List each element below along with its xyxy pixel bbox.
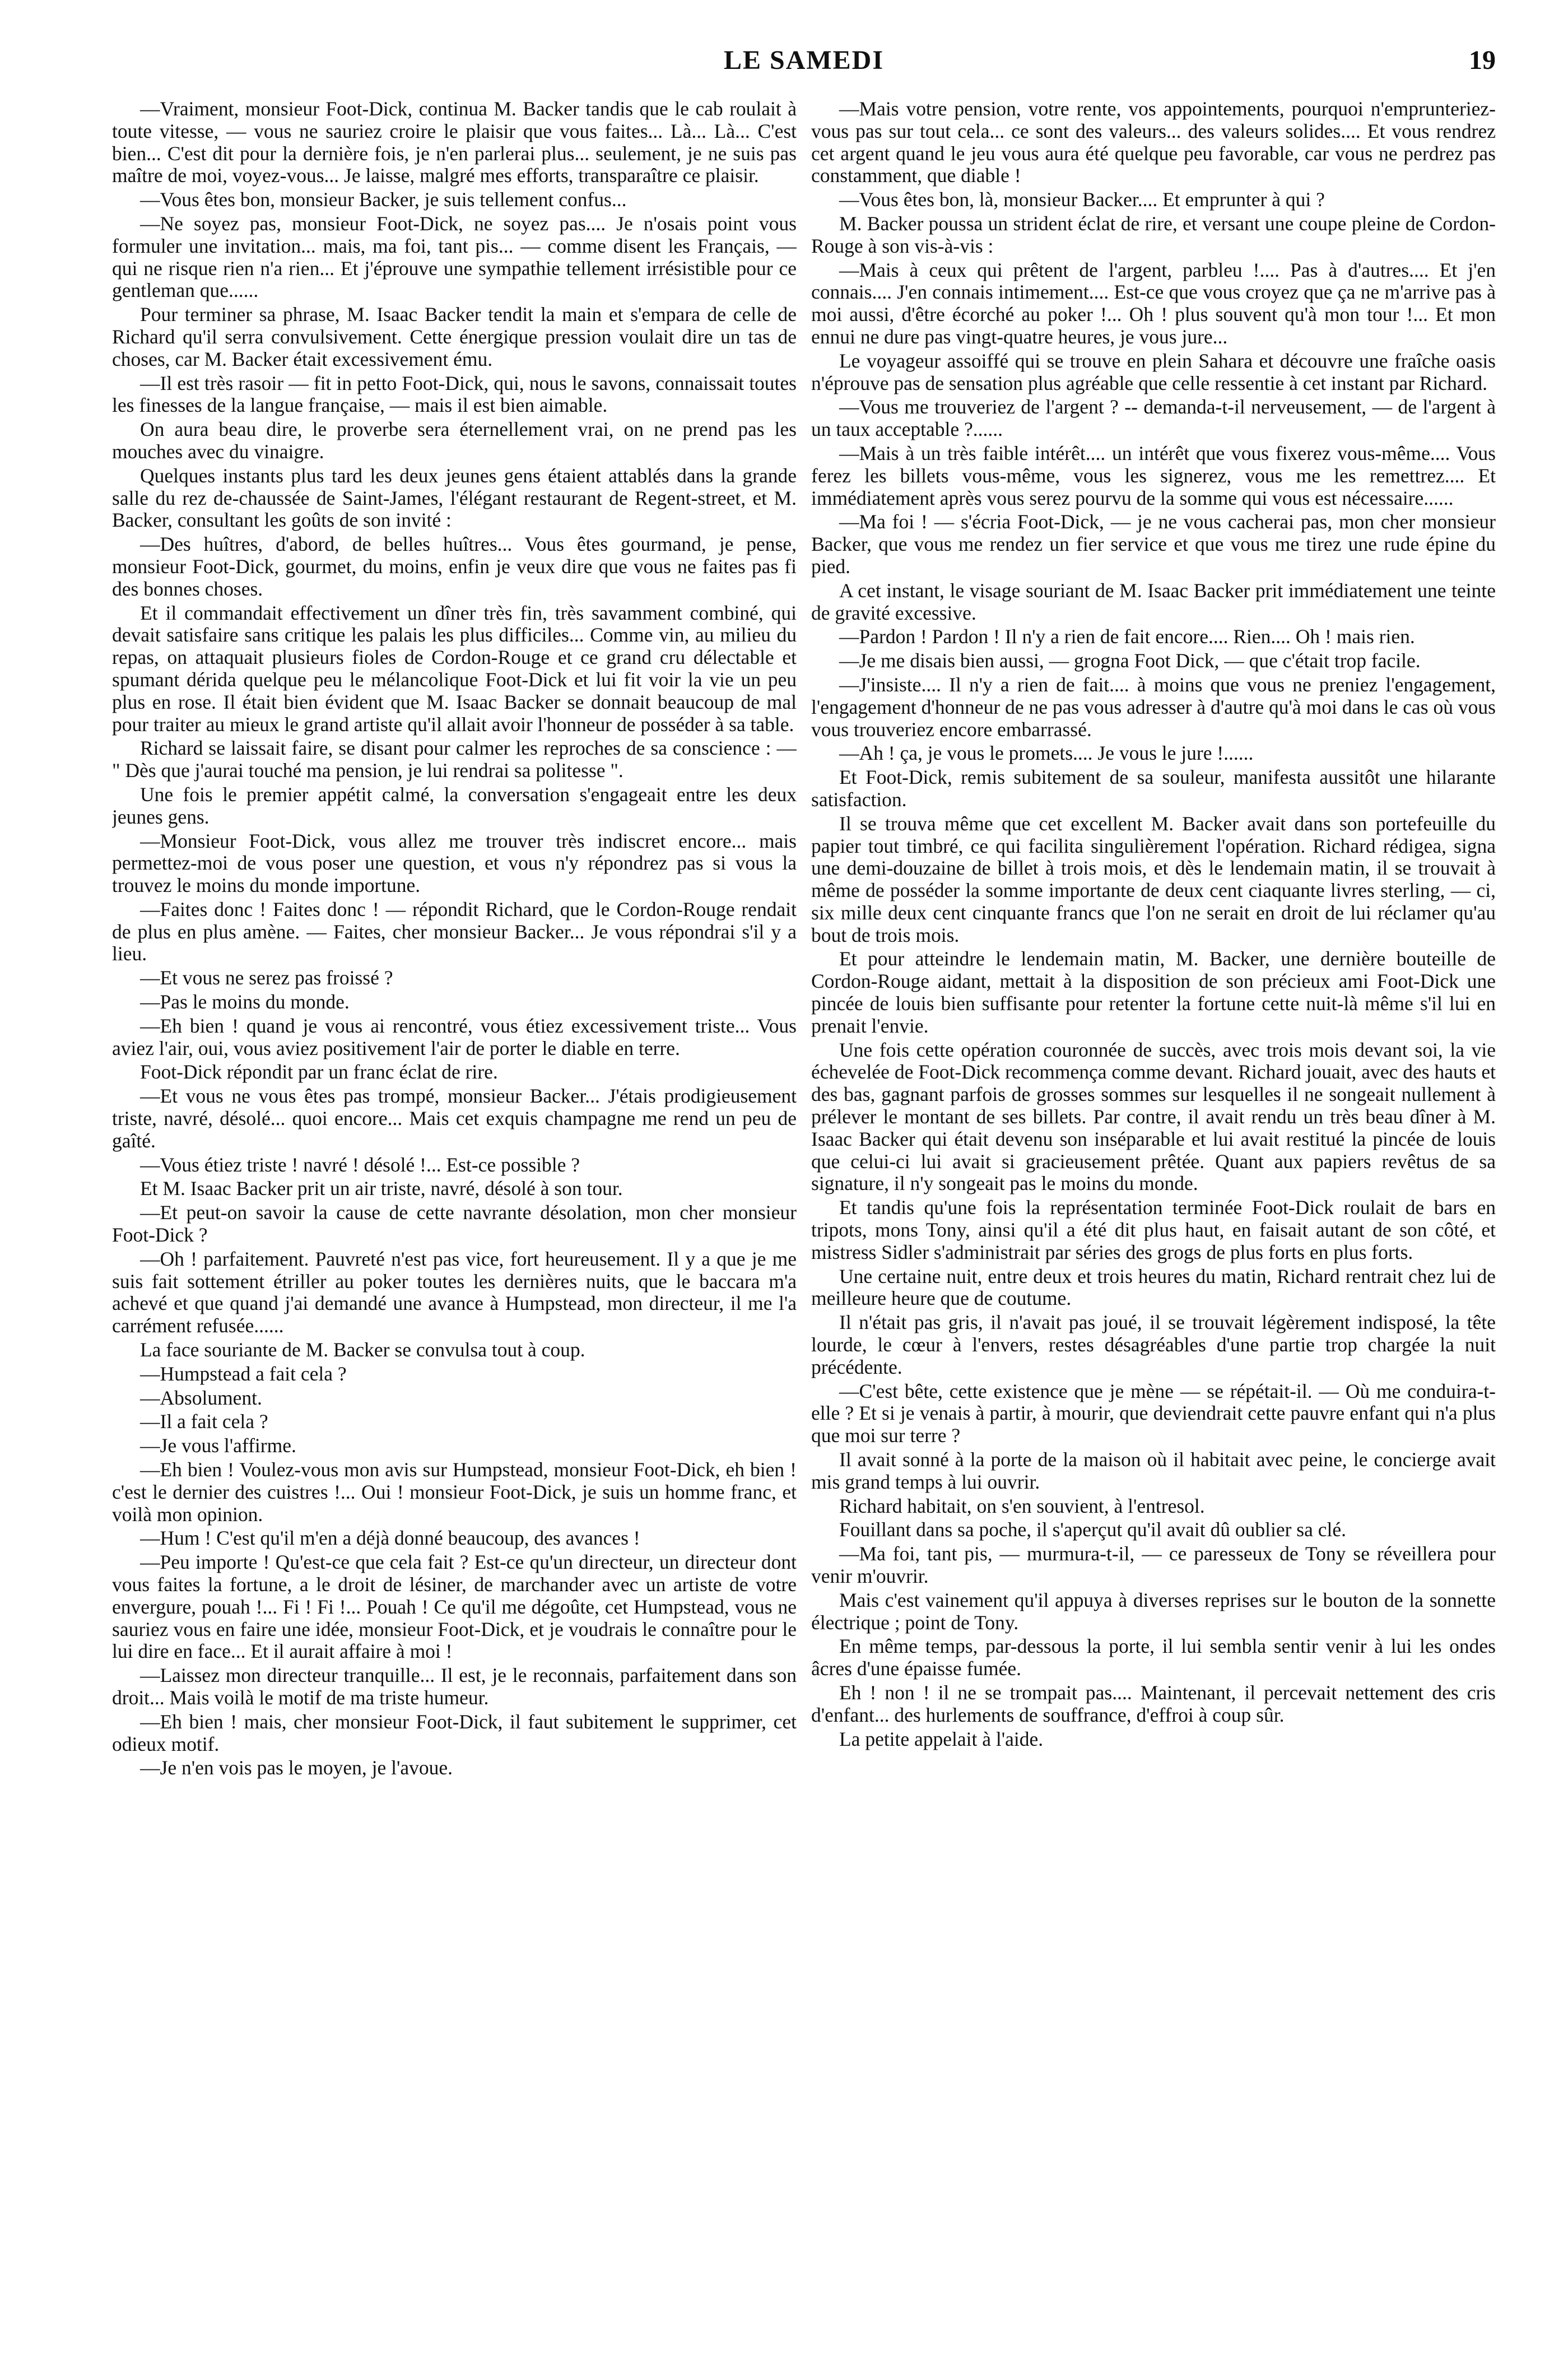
paragraph: Et tandis qu'une fois la représentation terminée Foot-Dick roulait de bars en tripots, mons Tony, ainsi qu'il a été dit plus haut, en faisait autant de son côté, et mistress Sidler s'administrait par séries des grogs de plus forts en plus forts. [811,1196,1496,1263]
paragraph: —Ne soyez pas, monsieur Foot-Dick, ne soyez pas.... Je n'osais point vous formuler une invitation... mais, ma foi, tant pis... — comme disent les Français, — qui ne risque rien n'a rien... Et j'éprouve une sympathie tellement irrésistible pour ce gentleman que...... [112,212,797,302]
page-header [112,45,1496,90]
paragraph: —Il a fait cela ? [140,1410,268,1433]
paragraph: Quelques instants plus tard les deux jeunes gens étaient attablés dans la grande salle du rez de-chaussée de Saint-James, l'élégant restaurant de Regent-street, et M. Backer, consultant les goûts de son invité : [112,464,797,532]
paragraph: Richard se laissait faire, se disant pour calmer les reproches de sa conscience : — " Dès que j'aurai touché ma pension, je lui rendrai sa politesse ". [112,737,797,782]
paragraph: Richard habitait, on s'en souvient, à l'entresol. [839,1494,1205,1517]
paragraph: —Je vous l'affirme. [140,1434,296,1457]
paragraph: —Il est très rasoir — fit in petto Foot-Dick, qui, nous le savons, connaissait toutes les finesses de la langue française, — mais il est bien aimable. [112,371,797,417]
paragraph: Et pour atteindre le lendemain matin, M. Backer, une dernière bouteille de Cordon-Rouge aidant, mettait à la disposition de son précieux ami Foot-Dick une pincée de louis bien suffisante pour retenter la fortune cette nuit-là même s'il lui en prenait l'envie. [811,947,1496,1037]
paragraph: —Peu importe ! Qu'est-ce que cela fait ? Est-ce qu'un directeur, un directeur dont vous faites la fortune, a le droit de lésiner, de marchander avec un artiste de votre envergure, pouah !... Fi ! Fi !... Pouah ! Ce qu'il me dégoûte, cet Humpstead, vous ne sauriez vous en faire une idée, monsieur Foot-Dick, et je voudrais le connaître pour le lui dire en face... Et il aurait affaire à moi ! [112,1551,797,1663]
page-number: 19 [1469,45,1496,75]
paragraph: En même temps, par-dessous la porte, il lui sembla sentir venir à lui les ondes âcres d'une épaisse fumée. [811,1635,1496,1680]
paragraph: La face souriante de M. Backer se convulsa tout à coup. [140,1338,585,1361]
paragraph: —Vraiment, monsieur Foot-Dick, continua M. Backer tandis que le cab roulait à toute vitesse, — vous ne sauriez croire le plaisir que vous faites... Là... Là... C'est bien... C'est dit pour la dernière fois, je n'en parlerai plus... seulement, je ne suis pas maître de moi, voyez-vous... Je laisse, malgré mes efforts, transparaître ce plaisir. [112,98,797,187]
paragraph: —Ma foi ! — s'écria Foot-Dick, — je ne vous cacherai pas, mon cher monsieur Backer, que vous me rendez un fier service et que vous me tirez une rude épine du pied. [811,510,1496,578]
paragraph: —Laissez mon directeur tranquille... Il est, je le reconnais, parfaitement dans son droit... Mais voilà le motif de ma triste humeur. [112,1664,797,1709]
paragraph: —Je n'en vois pas le moyen, je l'avoue. [140,1756,453,1779]
paragraph: Fouillant dans sa poche, il s'aperçut qu'il avait dû oublier sa clé. [839,1518,1346,1541]
paragraph: —Faites donc ! Faites donc ! — répondit Richard, que le Cordon-Rouge rendait de plus en plus amène. — Faites, cher monsieur Backer... Je vous répondrai s'il y a lieu. [112,898,797,965]
paragraph: —Des huîtres, d'abord, de belles huîtres... Vous êtes gourmand, je pense, monsieur Foot-Dick, gourmet, du moins, enfin je veux dire que vous ne faites pas fi des bonnes choses. [112,533,797,600]
paragraph: Une fois cette opération couronnée de succès, avec trois mois devant soi, la vie échevelée de Foot-Dick recommença comme devant. Richard jouait, avec des hauts et des bas, gagnant parfois de grosses sommes sur lesquelles il ne songeait nullement à prélever le montant de ses billets. Par contre, il avait rendu un très beau dîner à M. Isaac Backer qui était devenu son inséparable et lui avait restitué la pincée de louis que celui-ci lui avait si gracieusement prêtée. Quant aux papiers revêtus de sa signature, il n'y songeait pas le moins du monde. [811,1038,1496,1195]
paragraph: —Absolument. [140,1386,262,1409]
journal-title: LE SAMEDI [723,45,885,75]
paragraph: —Je me disais bien aussi, — grogna Foot Dick, — que c'était trop facile. [839,649,1421,672]
paragraph: —Vous êtes bon, monsieur Backer, je suis tellement confus... [140,188,627,211]
paragraph: —Hum ! C'est qu'il m'en a déjà donné beaucoup, des avances ! [140,1527,640,1550]
paragraph: M. Backer poussa un strident éclat de rire, et versant une coupe pleine de Cordon-Rouge à son vis-à-vis : [811,212,1496,257]
paragraph: On aura beau dire, le proverbe sera éternellement vrai, on ne prend pas les mouches avec du vinaigre. [112,418,797,463]
paragraph: —Et peut-on savoir la cause de cette navrante désolation, mon cher monsieur Foot-Dick ? [112,1201,797,1247]
paragraph: Il n'était pas gris, il n'avait pas joué, il se trouvait légèrement indisposé, la tête lourde, le cœur à l'envers, restes désagréables d'une partie trop chargée la nuit précédente. [811,1311,1496,1378]
paragraph: Le voyageur assoiffé qui se trouve en plein Sahara et découvre une fraîche oasis n'éprouve pas de sensation plus agréable que celle ressentie à cet instant par Richard. [811,349,1496,394]
paragraph: —Vous me trouveriez de l'argent ? -- demanda-t-il nerveusement, — de l'argent à un taux acceptable ?...... [811,396,1496,441]
paragraph: —Mais à ceux qui prêtent de l'argent, parbleu !.... Pas à d'autres.... Et j'en connais.... J'en connais intimement.... Est-ce que vous croyez que ça ne m'arrive pas à moi aussi, d'être écorché au poker !... Oh ! plus souvent qu'à mon tour !... Et mon ennui ne dure pas vingt-quatre heures, je vous jure... [811,258,1496,348]
paragraph: —Et vous ne vous êtes pas trompé, monsieur Backer... J'étais prodigieusement triste, navré, désolé... quoi encore... Mais cet exquis champagne me rend un peu de gaîté. [112,1085,797,1152]
paragraph: —Ah ! ça, je vous le promets.... Je vous le jure !...... [839,742,1254,765]
paragraph: —Pardon ! Pardon ! Il n'y a rien de fait encore.... Rien.... Oh ! mais rien. [839,625,1415,648]
paragraph: A cet instant, le visage souriant de M. Isaac Backer prit immédiatement une teinte de gravité excessive. [811,579,1496,624]
paragraph: Et Foot-Dick, remis subitement de sa souleur, manifesta aussitôt une hilarante satisfaction. [811,766,1496,811]
right-column [811,98,1496,2328]
paragraph: —Oh ! parfaitement. Pauvreté n'est pas vice, fort heureusement. Il y a que je me suis fait sottement étriller au poker toutes les dernières nuits, que le baccara m'a achevé et que quand j'ai demandé une avance à Humpstead, mon directeur, il me l'a carrément refusée...... [112,1247,797,1337]
paragraph: Pour terminer sa phrase, M. Isaac Backer tendit la main et s'empara de celle de Richard qu'il serra convulsivement. Cette énergique pression voulait dire un tas de choses, car M. Backer était excessivement ému. [112,303,797,370]
paragraph: —Eh bien ! mais, cher monsieur Foot-Dick, il faut subitement le supprimer, cet odieux motif. [112,1710,797,1755]
paragraph: —Monsieur Foot-Dick, vous allez me trouver très indiscret encore... mais permettez-moi de vous poser une question, et vous n'y répondrez pas si vous la trouvez le moins du monde importune. [112,829,797,897]
paragraph: Il avait sonné à la porte de la maison où il habitait avec peine, le concierge avait mis grand temps à lui ouvrir. [811,1448,1496,1493]
paragraph: —Humpstead a fait cela ? [140,1362,347,1385]
paragraph: Mais c'est vainement qu'il appuya à diverses reprises sur le bouton de la sonnette électrique ; point de Tony. [811,1588,1496,1634]
paragraph: —Mais votre pension, votre rente, vos appointements, pourquoi n'emprunteriez-vous pas sur tout cela... ce sont des valeurs... des valeurs solides.... Et vous rendrez cet argent quand le jeu vous aura été quelque peu favorable, car vous ne perdrez pas constamment, que diable ! [811,98,1496,187]
paragraph: Foot-Dick répondit par un franc éclat de rire. [140,1061,498,1084]
paragraph: —Vous étiez triste ! navré ! désolé !... Est-ce possible ? [140,1153,580,1176]
paragraph: Eh ! non ! il ne se trompait pas.... Maintenant, il percevait nettement des cris d'enfant... des hurlements de souffrance, d'effroi à coup sûr. [811,1681,1496,1726]
paragraph: La petite appelait à l'aide. [839,1727,1044,1750]
paragraph: —Et vous ne serez pas froissé ? [140,966,393,989]
paragraph: —Vous êtes bon, là, monsieur Backer.... Et emprunter à qui ? [839,188,1325,211]
paragraph: —Ma foi, tant pis, — murmura-t-il, — ce paresseux de Tony se réveillera pour venir m'ouvrir. [811,1542,1496,1587]
paragraph: —Eh bien ! quand je vous ai rencontré, vous étiez excessivement triste... Vous aviez l'air, oui, vous aviez positivement l'air de porter le diable en terre. [112,1014,797,1059]
paragraph: Et il commandait effectivement un dîner très fin, très savamment combiné, qui devait satisfaire sans critique les palais les plus difficiles... Comme vin, au milieu du repas, on attaquait plusieurs fioles de Cordon-Rouge et ce grand cru délectable et spumant dérida quelque peu le mélancolique Foot-Dick et lui fit voir la vie un peu plus en rose. Il était bien évident que M. Isaac Backer se donnait beaucoup de mal pour traiter au mieux le grand artiste qu'il allait avoir l'honneur de posséder à sa table. [112,601,797,736]
paragraph: —C'est bête, cette existence que je mène — se répétait-il. — Où me conduira-t-elle ? Et si je venais à partir, à mourir, que deviendrait cette pauvre enfant qui n'a plus que moi sur terre ? [811,1379,1496,1447]
paragraph: —J'insiste.... Il n'y a rien de fait.... à moins que vous ne preniez l'engagement, l'engagement d'honneur de ne pas vous adresser à d'autre qu'à moi dans le cas où vous vous trouveriez encore embarrassé. [811,673,1496,741]
paragraph: Et M. Isaac Backer prit un air triste, navré, désolé à son tour. [140,1177,623,1200]
paragraph: Une certaine nuit, entre deux et trois heures du matin, Richard rentrait chez lui de meilleure heure que de coutume. [811,1265,1496,1310]
left-column [112,98,797,2328]
paragraph: —Mais à un très faible intérêt.... un intérêt que vous fixerez vous-même.... Vous ferez les billets vous-même, vous les signerez, vous me les remettrez.... Et immédiatement après vous serez pourvu de la somme qui vous est nécessaire...... [811,441,1496,509]
paragraph: Une fois le premier appétit calmé, la conversation s'engageait entre les deux jeunes gens. [112,783,797,828]
paragraph: —Eh bien ! Voulez-vous mon avis sur Humpstead, monsieur Foot-Dick, eh bien ! c'est le dernier des cuistres !... Oui ! monsieur Foot-Dick, je suis un homme franc, et voilà mon opinion. [112,1458,797,1526]
paragraph: —Pas le moins du monde. [140,991,350,1014]
paragraph: Il se trouva même que cet excellent M. Backer avait dans son portefeuille du papier tout timbré, ce qui facilita singulièrement l'opération. Richard rédigea, signa une demi-douzaine de billet à trois mois, et dès le lendemain matin, il se trouvait à même de posséder la somme importante de deux cent ciaquante livres sterling, — ci, six mille deux cent cinquante francs que l'on ne serait en droit de lui réclamer qu'au bout de trois mois. [811,812,1496,946]
